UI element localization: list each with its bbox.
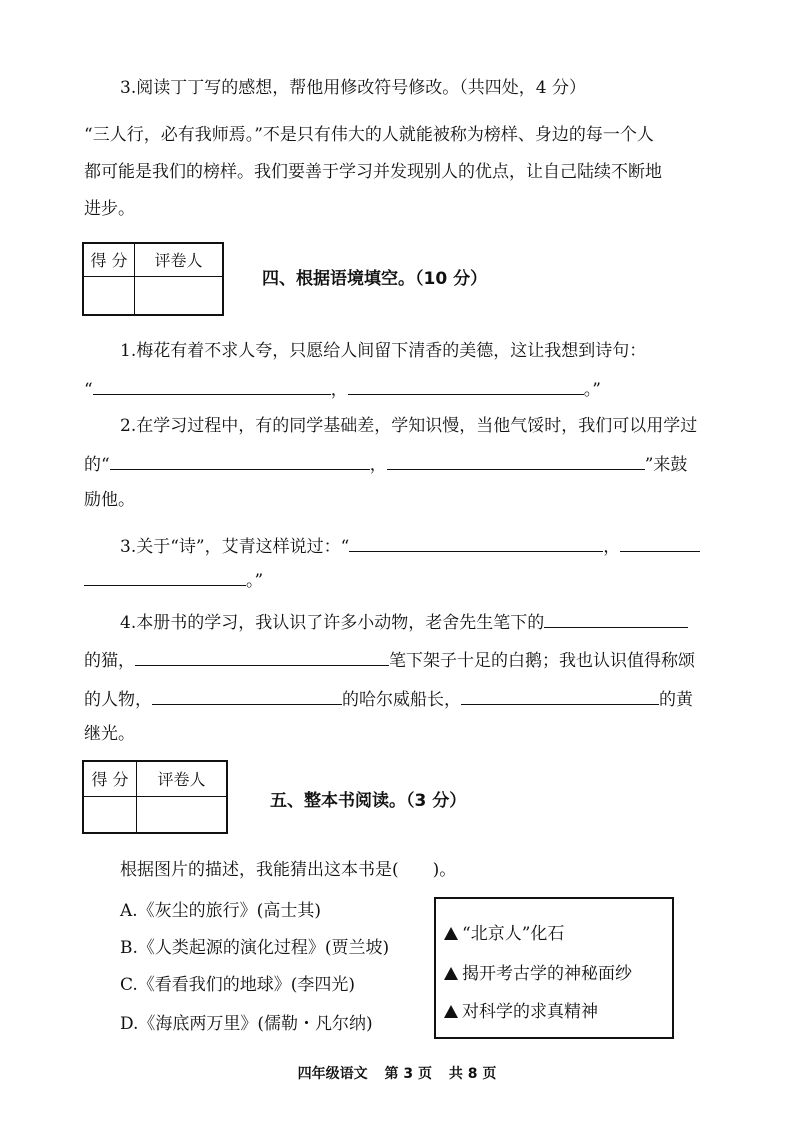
score-table-section5 (82, 760, 228, 834)
s4-q1-answer-line (84, 376, 601, 402)
s5-question: 根据图片的描述，我能猜出这本书是( )。 (120, 860, 457, 880)
s4-q3-text: 3.关于“诗”，艾青这样说过：“ (120, 537, 350, 557)
footer-subject: 四年级语文 (297, 1066, 368, 1082)
triangle-icon (444, 1005, 458, 1018)
close-quote: 。” (246, 571, 264, 591)
s4-q2-text: 2.在学习过程中，有的同学基础差，学知识慢，当他气馁时，我们可以用学过 (120, 416, 698, 436)
score-cell[interactable] (83, 276, 135, 315)
close-quote: ”来鼓 (644, 455, 688, 475)
s4-q4-huang: 的黄 (659, 690, 693, 710)
triangle-icon (444, 927, 458, 940)
page-footer (0, 1063, 794, 1083)
hint-text: “北京人”化石 (462, 924, 565, 944)
s4-q3-answer-line (84, 567, 263, 593)
grader-cell[interactable] (137, 796, 228, 833)
q3-passage-line1: “三人行，必有我师焉。”不是只有伟大的人就能被称为榜样、身边的每一个人 (84, 125, 654, 145)
answer-blank[interactable] (152, 686, 342, 705)
s4-q4-people: 的人物， (84, 690, 152, 710)
open-quote: 的“ (84, 455, 110, 475)
option-a[interactable]: A.《灰尘的旅行》(高士其) (120, 901, 321, 921)
hint-item (444, 959, 632, 984)
s4-q4-captain: 的哈尔威船长， (342, 690, 461, 710)
s4-q4-goose: 笔下架子十足的白鹅；我也认识值得称颂 (389, 651, 695, 671)
s4-q4-line2 (84, 647, 695, 673)
hint-text: 揭开考古学的神秘面纱 (462, 964, 632, 984)
footer-total: 共 8 页 (448, 1066, 497, 1082)
s4-q1-text: 1.梅花有着不求人夸，只愿给人间留下清香的美德，这让我想到诗句： (120, 341, 647, 361)
score-cell[interactable] (83, 796, 137, 833)
grader-cell[interactable] (135, 276, 224, 315)
s4-q4-end: 继光。 (84, 724, 135, 744)
section5-heading: 五、整本书阅读。（3 分） (270, 791, 467, 811)
answer-blank[interactable] (348, 376, 584, 395)
comma: ， (603, 537, 621, 557)
hint-item (444, 919, 564, 944)
s4-q4-line1 (120, 609, 688, 635)
option-b[interactable]: B.《人类起源的演化过程》(贾兰坡) (120, 938, 390, 958)
hint-item (444, 997, 598, 1022)
option-d[interactable]: D.《海底两万里》(儒勒・凡尔纳) (120, 1014, 373, 1034)
section4-heading: 四、根据语境填空。（10 分） (262, 269, 488, 289)
score-table-section4 (82, 242, 224, 316)
s4-q4-text: 4.本册书的学习，我认识了许多小动物，老舍先生笔下的 (120, 613, 545, 633)
answer-blank[interactable] (349, 533, 603, 552)
answer-blank[interactable] (93, 376, 331, 395)
answer-blank[interactable] (135, 647, 389, 666)
q3-passage-line2: 都可能是我们的榜样。我们要善于学习并发现别人的优点，让自己陆续不断地 (84, 162, 662, 182)
triangle-icon (444, 967, 458, 980)
s4-q4-cat: 的猫， (84, 651, 135, 671)
answer-blank[interactable] (620, 533, 700, 552)
answer-blank[interactable] (110, 451, 370, 470)
answer-blank[interactable] (544, 609, 688, 628)
comma: ， (369, 455, 387, 475)
footer-page: 第 3 页 (384, 1066, 432, 1082)
score-label: 得 分 (83, 761, 137, 796)
comma: ， (330, 380, 348, 400)
open-quote: “ (84, 380, 93, 400)
s4-q3-line (120, 533, 700, 559)
answer-blank[interactable] (461, 686, 659, 705)
hint-text: 对科学的求真精神 (462, 1002, 598, 1022)
hint-box (434, 897, 674, 1039)
score-label: 得 分 (83, 243, 135, 276)
s4-q4-line3 (84, 686, 693, 712)
option-c[interactable]: C.《看看我们的地球》(李四光) (120, 975, 356, 995)
s4-q2-answer-line (84, 451, 687, 477)
answer-blank[interactable] (387, 451, 645, 470)
answer-blank[interactable] (84, 567, 246, 586)
q3-passage-line3: 进步。 (84, 199, 135, 219)
s4-q2-end: 励他。 (84, 490, 135, 510)
grader-label: 评卷人 (135, 243, 224, 276)
close-quote: 。” (583, 380, 601, 400)
grader-label: 评卷人 (137, 761, 228, 796)
q3-title: 3.阅读丁丁写的感想，帮他用修改符号修改。（共四处，4 分） (120, 78, 586, 98)
